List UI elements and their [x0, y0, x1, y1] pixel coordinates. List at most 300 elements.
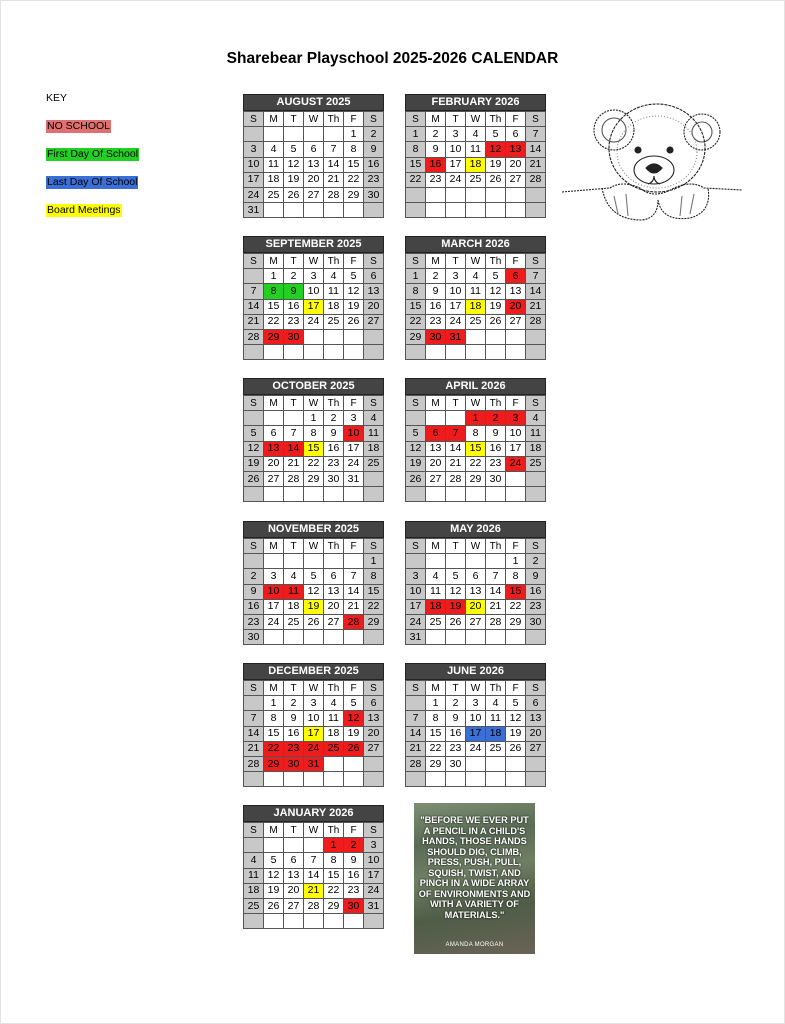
- day-cell: 20: [426, 456, 446, 471]
- day-cell: 23: [486, 456, 506, 471]
- empty-cell: [244, 554, 264, 569]
- empty-cell: [466, 772, 486, 787]
- weekday-header: W: [304, 823, 324, 838]
- day-cell: 15: [426, 726, 446, 741]
- empty-cell: [344, 756, 364, 771]
- month-grid: [405, 111, 546, 218]
- empty-cell: [324, 554, 344, 569]
- day-cell: 3: [446, 127, 466, 142]
- weekday-header: M: [264, 681, 284, 696]
- month-title: NOVEMBER 2025: [243, 521, 384, 538]
- weekday-header: F: [506, 539, 526, 554]
- empty-cell: [284, 914, 304, 929]
- month-august-2025: [243, 94, 384, 218]
- month-february-2026: [405, 94, 546, 218]
- day-cell: 22: [406, 172, 426, 187]
- weekday-header: M: [264, 112, 284, 127]
- day-cell: 16: [324, 441, 344, 456]
- empty-cell: [284, 630, 304, 645]
- day-cell: 30: [244, 630, 264, 645]
- empty-cell: [446, 772, 466, 787]
- day-cell: 9: [526, 569, 546, 584]
- day-cell: 28: [526, 314, 546, 329]
- day-cell: 28: [486, 614, 506, 629]
- empty-cell: [406, 203, 426, 218]
- day-cell: 3: [466, 696, 486, 711]
- day-cell: 11: [324, 711, 344, 726]
- day-cell: 7: [406, 711, 426, 726]
- day-cell: 14: [244, 726, 264, 741]
- day-cell: 19: [446, 599, 466, 614]
- day-cell: 31: [344, 471, 364, 486]
- empty-cell: [364, 487, 384, 502]
- day-cell: 29: [264, 329, 284, 344]
- day-cell: 7: [526, 269, 546, 284]
- day-cell: 24: [506, 456, 526, 471]
- empty-cell: [426, 345, 446, 360]
- empty-cell: [244, 914, 264, 929]
- weekday-header: Th: [324, 539, 344, 554]
- day-cell: 29: [406, 329, 426, 344]
- day-cell: 11: [284, 584, 304, 599]
- day-cell: 11: [466, 142, 486, 157]
- weekday-header: M: [264, 539, 284, 554]
- day-cell: 7: [244, 284, 264, 299]
- key-board-meetings: Board Meetings: [47, 204, 121, 216]
- day-cell: 7: [304, 853, 324, 868]
- day-cell: 16: [364, 157, 384, 172]
- day-cell: 9: [244, 584, 264, 599]
- empty-cell: [244, 838, 264, 853]
- day-cell: 11: [264, 157, 284, 172]
- day-cell: 1: [466, 411, 486, 426]
- month-title: JUNE 2026: [405, 663, 546, 680]
- day-cell: 17: [244, 172, 264, 187]
- empty-cell: [344, 772, 364, 787]
- day-cell: 8: [406, 284, 426, 299]
- day-cell: 27: [506, 314, 526, 329]
- weekday-header: T: [446, 254, 466, 269]
- empty-cell: [446, 411, 466, 426]
- day-cell: 23: [426, 314, 446, 329]
- empty-cell: [284, 772, 304, 787]
- day-cell: 5: [506, 696, 526, 711]
- day-cell: 12: [344, 284, 364, 299]
- quote-author: AMANDA MORGAN: [445, 942, 504, 948]
- day-cell: 8: [506, 569, 526, 584]
- legend-key: [46, 92, 139, 232]
- day-cell: 30: [324, 471, 344, 486]
- day-cell: 14: [304, 868, 324, 883]
- month-grid: [405, 538, 546, 645]
- day-cell: 9: [344, 853, 364, 868]
- weekday-header: Th: [486, 254, 506, 269]
- day-cell: 20: [526, 726, 546, 741]
- day-cell: 12: [304, 584, 324, 599]
- day-cell: 11: [526, 426, 546, 441]
- day-cell: 17: [264, 599, 284, 614]
- day-cell: 23: [284, 314, 304, 329]
- day-cell: 10: [364, 853, 384, 868]
- empty-cell: [526, 756, 546, 771]
- day-cell: 23: [324, 456, 344, 471]
- day-cell: 14: [244, 299, 264, 314]
- day-cell: 26: [304, 614, 324, 629]
- day-cell: 16: [486, 441, 506, 456]
- empty-cell: [284, 554, 304, 569]
- month-march-2026: [405, 236, 546, 360]
- day-cell: 24: [364, 883, 384, 898]
- day-cell: 3: [264, 569, 284, 584]
- weekday-header: Th: [324, 254, 344, 269]
- day-cell: 30: [284, 756, 304, 771]
- day-cell: 6: [304, 142, 324, 157]
- empty-cell: [446, 187, 466, 202]
- day-cell: 8: [364, 569, 384, 584]
- weekday-header: S: [244, 681, 264, 696]
- day-cell: 12: [486, 284, 506, 299]
- empty-cell: [426, 187, 446, 202]
- empty-cell: [446, 203, 466, 218]
- day-cell: 29: [324, 898, 344, 913]
- empty-cell: [304, 772, 324, 787]
- day-cell: 19: [506, 726, 526, 741]
- day-cell: 3: [506, 411, 526, 426]
- day-cell: 23: [526, 599, 546, 614]
- day-cell: 22: [344, 172, 364, 187]
- day-cell: 27: [364, 314, 384, 329]
- weekday-header: T: [284, 823, 304, 838]
- empty-cell: [364, 914, 384, 929]
- empty-cell: [526, 630, 546, 645]
- day-cell: 17: [304, 726, 324, 741]
- day-cell: 18: [466, 157, 486, 172]
- weekday-header: F: [344, 396, 364, 411]
- day-cell: 15: [466, 441, 486, 456]
- day-cell: 30: [426, 329, 446, 344]
- weekday-header: Th: [324, 396, 344, 411]
- weekday-header: F: [506, 396, 526, 411]
- day-cell: 6: [506, 127, 526, 142]
- day-cell: 26: [284, 187, 304, 202]
- empty-cell: [506, 203, 526, 218]
- day-cell: 25: [526, 456, 546, 471]
- day-cell: 30: [364, 187, 384, 202]
- day-cell: 11: [324, 284, 344, 299]
- day-cell: 1: [426, 696, 446, 711]
- day-cell: 19: [486, 299, 506, 314]
- day-cell: 21: [284, 456, 304, 471]
- empty-cell: [364, 772, 384, 787]
- day-cell: 6: [364, 696, 384, 711]
- weekday-header: Th: [486, 539, 506, 554]
- month-grid: [243, 538, 384, 645]
- day-cell: 15: [264, 299, 284, 314]
- weekday-header: M: [264, 396, 284, 411]
- day-cell: 25: [466, 314, 486, 329]
- weekday-header: S: [244, 112, 264, 127]
- day-cell: 1: [324, 838, 344, 853]
- month-january-2026: [243, 805, 384, 929]
- key-first-day: First Day Of School: [47, 148, 139, 160]
- day-cell: 21: [344, 599, 364, 614]
- day-cell: 22: [466, 456, 486, 471]
- day-cell: 19: [486, 157, 506, 172]
- day-cell: 28: [526, 172, 546, 187]
- weekday-header: S: [406, 112, 426, 127]
- month-title: SEPTEMBER 2025: [243, 236, 384, 253]
- month-may-2026: [405, 521, 546, 645]
- empty-cell: [526, 329, 546, 344]
- day-cell: 27: [364, 741, 384, 756]
- weekday-header: F: [506, 112, 526, 127]
- empty-cell: [364, 203, 384, 218]
- day-cell: 24: [446, 172, 466, 187]
- weekday-header: T: [446, 681, 466, 696]
- empty-cell: [446, 630, 466, 645]
- day-cell: 4: [466, 127, 486, 142]
- weekday-header: W: [466, 396, 486, 411]
- day-cell: 14: [284, 441, 304, 456]
- day-cell: 20: [284, 883, 304, 898]
- empty-cell: [304, 838, 324, 853]
- day-cell: 28: [304, 898, 324, 913]
- day-cell: 5: [486, 127, 506, 142]
- empty-cell: [506, 345, 526, 360]
- day-cell: 12: [446, 584, 466, 599]
- empty-cell: [284, 127, 304, 142]
- day-cell: 8: [406, 142, 426, 157]
- month-title: DECEMBER 2025: [243, 663, 384, 680]
- empty-cell: [526, 772, 546, 787]
- weekday-header: Th: [324, 681, 344, 696]
- weekday-header: W: [304, 112, 324, 127]
- day-cell: 4: [526, 411, 546, 426]
- empty-cell: [264, 411, 284, 426]
- empty-cell: [344, 554, 364, 569]
- day-cell: 4: [324, 269, 344, 284]
- empty-cell: [364, 756, 384, 771]
- day-cell: 26: [344, 314, 364, 329]
- empty-cell: [446, 487, 466, 502]
- weekday-header: M: [426, 396, 446, 411]
- weekday-header: F: [344, 254, 364, 269]
- day-cell: 7: [526, 127, 546, 142]
- day-cell: 20: [324, 599, 344, 614]
- day-cell: 2: [426, 269, 446, 284]
- day-cell: 8: [344, 142, 364, 157]
- weekday-header: F: [344, 112, 364, 127]
- day-cell: 29: [466, 471, 486, 486]
- empty-cell: [466, 203, 486, 218]
- month-december-2025: [243, 663, 384, 787]
- day-cell: 29: [506, 614, 526, 629]
- empty-cell: [304, 329, 324, 344]
- day-cell: 26: [486, 314, 506, 329]
- day-cell: 10: [304, 711, 324, 726]
- day-cell: 11: [364, 426, 384, 441]
- day-cell: 15: [344, 157, 364, 172]
- day-cell: 15: [406, 157, 426, 172]
- weekday-header: S: [364, 112, 384, 127]
- day-cell: 21: [304, 883, 324, 898]
- weekday-header: T: [446, 396, 466, 411]
- day-cell: 10: [244, 157, 264, 172]
- empty-cell: [244, 696, 264, 711]
- weekday-header: S: [244, 539, 264, 554]
- empty-cell: [324, 127, 344, 142]
- day-cell: 1: [344, 127, 364, 142]
- day-cell: 1: [264, 696, 284, 711]
- quote-photo: [414, 803, 535, 954]
- empty-cell: [486, 554, 506, 569]
- weekday-header: S: [364, 823, 384, 838]
- day-cell: 23: [284, 741, 304, 756]
- day-cell: 28: [406, 756, 426, 771]
- day-cell: 28: [446, 471, 466, 486]
- day-cell: 15: [324, 868, 344, 883]
- day-cell: 31: [446, 329, 466, 344]
- day-cell: 18: [324, 726, 344, 741]
- day-cell: 4: [486, 696, 506, 711]
- empty-cell: [506, 187, 526, 202]
- weekday-header: T: [284, 396, 304, 411]
- day-cell: 17: [364, 868, 384, 883]
- day-cell: 17: [446, 157, 466, 172]
- empty-cell: [406, 411, 426, 426]
- day-cell: 9: [364, 142, 384, 157]
- day-cell: 9: [426, 142, 446, 157]
- empty-cell: [406, 554, 426, 569]
- day-cell: 20: [506, 299, 526, 314]
- day-cell: 10: [446, 142, 466, 157]
- weekday-header: F: [344, 823, 364, 838]
- empty-cell: [506, 329, 526, 344]
- day-cell: 13: [506, 284, 526, 299]
- empty-cell: [244, 772, 264, 787]
- day-cell: 13: [526, 711, 546, 726]
- day-cell: 17: [304, 299, 324, 314]
- weekday-header: S: [244, 254, 264, 269]
- day-cell: 13: [264, 441, 284, 456]
- weekday-header: W: [466, 539, 486, 554]
- empty-cell: [526, 203, 546, 218]
- day-cell: 8: [426, 711, 446, 726]
- empty-cell: [364, 471, 384, 486]
- weekday-header: S: [364, 396, 384, 411]
- empty-cell: [364, 630, 384, 645]
- day-cell: 18: [426, 599, 446, 614]
- day-cell: 23: [364, 172, 384, 187]
- day-cell: 5: [284, 142, 304, 157]
- empty-cell: [526, 487, 546, 502]
- day-cell: 21: [244, 741, 264, 756]
- weekday-header: S: [406, 539, 426, 554]
- day-cell: 21: [526, 299, 546, 314]
- day-cell: 22: [304, 456, 324, 471]
- day-cell: 19: [264, 883, 284, 898]
- weekday-header: S: [526, 396, 546, 411]
- day-cell: 24: [244, 187, 264, 202]
- empty-cell: [466, 487, 486, 502]
- day-cell: 2: [344, 838, 364, 853]
- day-cell: 25: [264, 187, 284, 202]
- day-cell: 31: [406, 630, 426, 645]
- empty-cell: [264, 772, 284, 787]
- day-cell: 25: [364, 456, 384, 471]
- empty-cell: [264, 838, 284, 853]
- day-cell: 13: [426, 441, 446, 456]
- day-cell: 30: [486, 471, 506, 486]
- weekday-header: Th: [324, 112, 344, 127]
- day-cell: 26: [406, 471, 426, 486]
- day-cell: 5: [264, 853, 284, 868]
- day-cell: 27: [284, 898, 304, 913]
- day-cell: 27: [426, 471, 446, 486]
- day-cell: 27: [466, 614, 486, 629]
- day-cell: 19: [304, 599, 324, 614]
- weekday-header: W: [304, 254, 324, 269]
- day-cell: 15: [364, 584, 384, 599]
- day-cell: 27: [526, 741, 546, 756]
- day-cell: 2: [244, 569, 264, 584]
- day-cell: 6: [264, 426, 284, 441]
- day-cell: 9: [446, 711, 466, 726]
- day-cell: 6: [284, 853, 304, 868]
- weekday-header: M: [426, 681, 446, 696]
- day-cell: 2: [526, 554, 546, 569]
- weekday-header: S: [364, 681, 384, 696]
- empty-cell: [406, 487, 426, 502]
- day-cell: 16: [426, 299, 446, 314]
- month-title: JANUARY 2026: [243, 805, 384, 822]
- weekday-header: S: [406, 396, 426, 411]
- weekday-header: Th: [486, 112, 506, 127]
- day-cell: 27: [324, 614, 344, 629]
- day-cell: 10: [506, 426, 526, 441]
- empty-cell: [304, 127, 324, 142]
- weekday-header: S: [406, 681, 426, 696]
- empty-cell: [304, 914, 324, 929]
- empty-cell: [466, 630, 486, 645]
- day-cell: 1: [506, 554, 526, 569]
- day-cell: 16: [284, 299, 304, 314]
- day-cell: 23: [426, 172, 446, 187]
- day-cell: 14: [406, 726, 426, 741]
- day-cell: 31: [364, 898, 384, 913]
- day-cell: 5: [446, 569, 466, 584]
- day-cell: 20: [304, 172, 324, 187]
- day-cell: 19: [344, 726, 364, 741]
- day-cell: 10: [304, 284, 324, 299]
- day-cell: 7: [284, 426, 304, 441]
- empty-cell: [244, 127, 264, 142]
- weekday-header: S: [526, 681, 546, 696]
- day-cell: 7: [486, 569, 506, 584]
- day-cell: 18: [284, 599, 304, 614]
- month-april-2026: [405, 378, 546, 502]
- day-cell: 4: [264, 142, 284, 157]
- empty-cell: [506, 630, 526, 645]
- empty-cell: [364, 329, 384, 344]
- day-cell: 7: [344, 569, 364, 584]
- month-title: OCTOBER 2025: [243, 378, 384, 395]
- empty-cell: [344, 345, 364, 360]
- key-no-school: NO SCHOOL: [47, 120, 111, 132]
- empty-cell: [526, 187, 546, 202]
- month-title: MAY 2026: [405, 521, 546, 538]
- empty-cell: [526, 345, 546, 360]
